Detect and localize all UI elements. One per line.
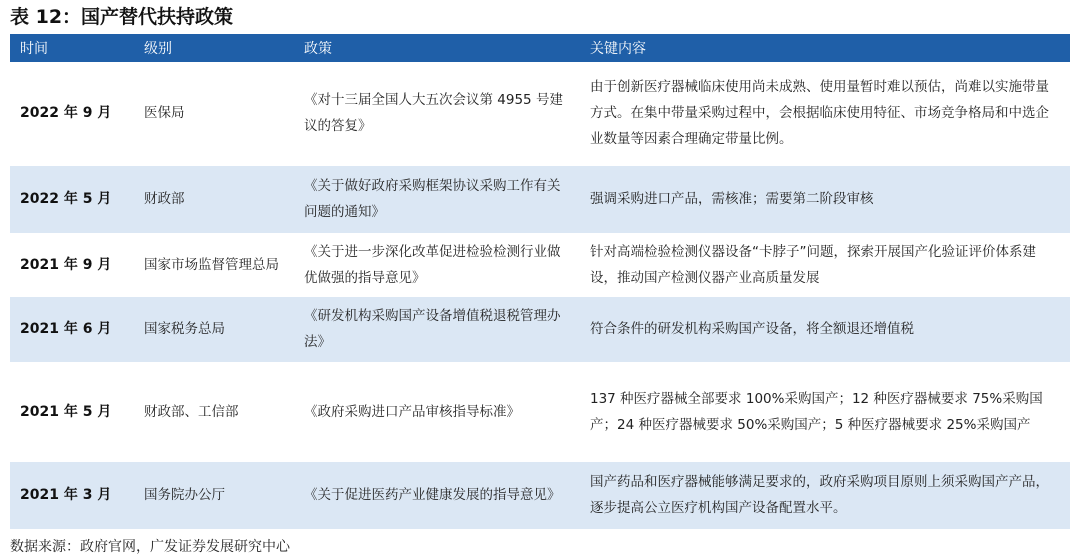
cell-time: 2021 年 6 月 xyxy=(10,296,134,362)
policy-table xyxy=(10,34,1070,530)
cell-level: 国家市场监督管理总局 xyxy=(134,233,294,296)
cell-level: 国务院办公厅 xyxy=(134,461,294,529)
cell-time: 2022 年 9 月 xyxy=(10,62,134,165)
source-note: 数据来源：政府官网，广发证券发展研究中心 xyxy=(10,539,290,555)
cell-level: 财政部、工信部 xyxy=(134,362,294,461)
cell-level: 国家税务总局 xyxy=(134,296,294,362)
cell-time: 2022 年 5 月 xyxy=(10,165,134,233)
table-row xyxy=(10,362,1070,461)
cell-policy: 《研发机构采购国产设备增值税退税管理办法》 xyxy=(294,296,580,362)
table-row xyxy=(10,233,1070,296)
cell-level: 医保局 xyxy=(134,62,294,165)
header-policy: 政策 xyxy=(294,34,580,62)
cell-content: 符合条件的研发机构采购国产设备，将全额退还增值税 xyxy=(580,296,1070,362)
cell-content: 137 种医疗器械全部要求 100%采购国产；12 种医疗器械要求 75%采购国产；24 种医疗器械要求 50%采购国产；5 种医疗器械要求 25%采购国产 xyxy=(580,362,1070,461)
cell-time: 2021 年 5 月 xyxy=(10,362,134,461)
header-time: 时间 xyxy=(10,34,134,62)
cell-time: 2021 年 3 月 xyxy=(10,461,134,529)
table-row xyxy=(10,461,1070,529)
cell-policy: 《关于做好政府采购框架协议采购工作有关问题的通知》 xyxy=(294,165,580,233)
cell-content: 由于创新医疗器械临床使用尚未成熟、使用量暂时难以预估，尚难以实施带量方式。在集中带量采购过程中，会根据临床使用特征、市场竞争格局和中选企业数量等因素合理确定带量比例。 xyxy=(580,62,1070,165)
table-row xyxy=(10,296,1070,362)
header-level: 级别 xyxy=(134,34,294,62)
header-content: 关键内容 xyxy=(580,34,1070,62)
cell-level: 财政部 xyxy=(134,165,294,233)
table-row xyxy=(10,165,1070,233)
cell-time: 2021 年 9 月 xyxy=(10,233,134,296)
cell-policy: 《政府采购进口产品审核指导标准》 xyxy=(294,362,580,461)
cell-policy: 《对十三届全国人大五次会议第 4955 号建议的答复》 xyxy=(294,62,580,165)
cell-content: 国产药品和医疗器械能够满足要求的，政府采购项目原则上须采购国产产品，逐步提高公立医疗机构国产设备配置水平。 xyxy=(580,461,1070,529)
cell-content: 强调采购进口产品，需核准；需要第二阶段审核 xyxy=(580,165,1070,233)
table-header-row xyxy=(10,34,1070,62)
cell-content: 针对高端检验检测仪器设备“卡脖子”问题，探索开展国产化验证评价体系建设，推动国产检测仪器产业高质量发展 xyxy=(580,233,1070,296)
cell-policy: 《关于促进医药产业健康发展的指导意见》 xyxy=(294,461,580,529)
table-row xyxy=(10,62,1070,165)
table-title: 表 12：国产替代扶持政策 xyxy=(10,6,234,28)
cell-policy: 《关于进一步深化改革促进检验检测行业做优做强的指导意见》 xyxy=(294,233,580,296)
